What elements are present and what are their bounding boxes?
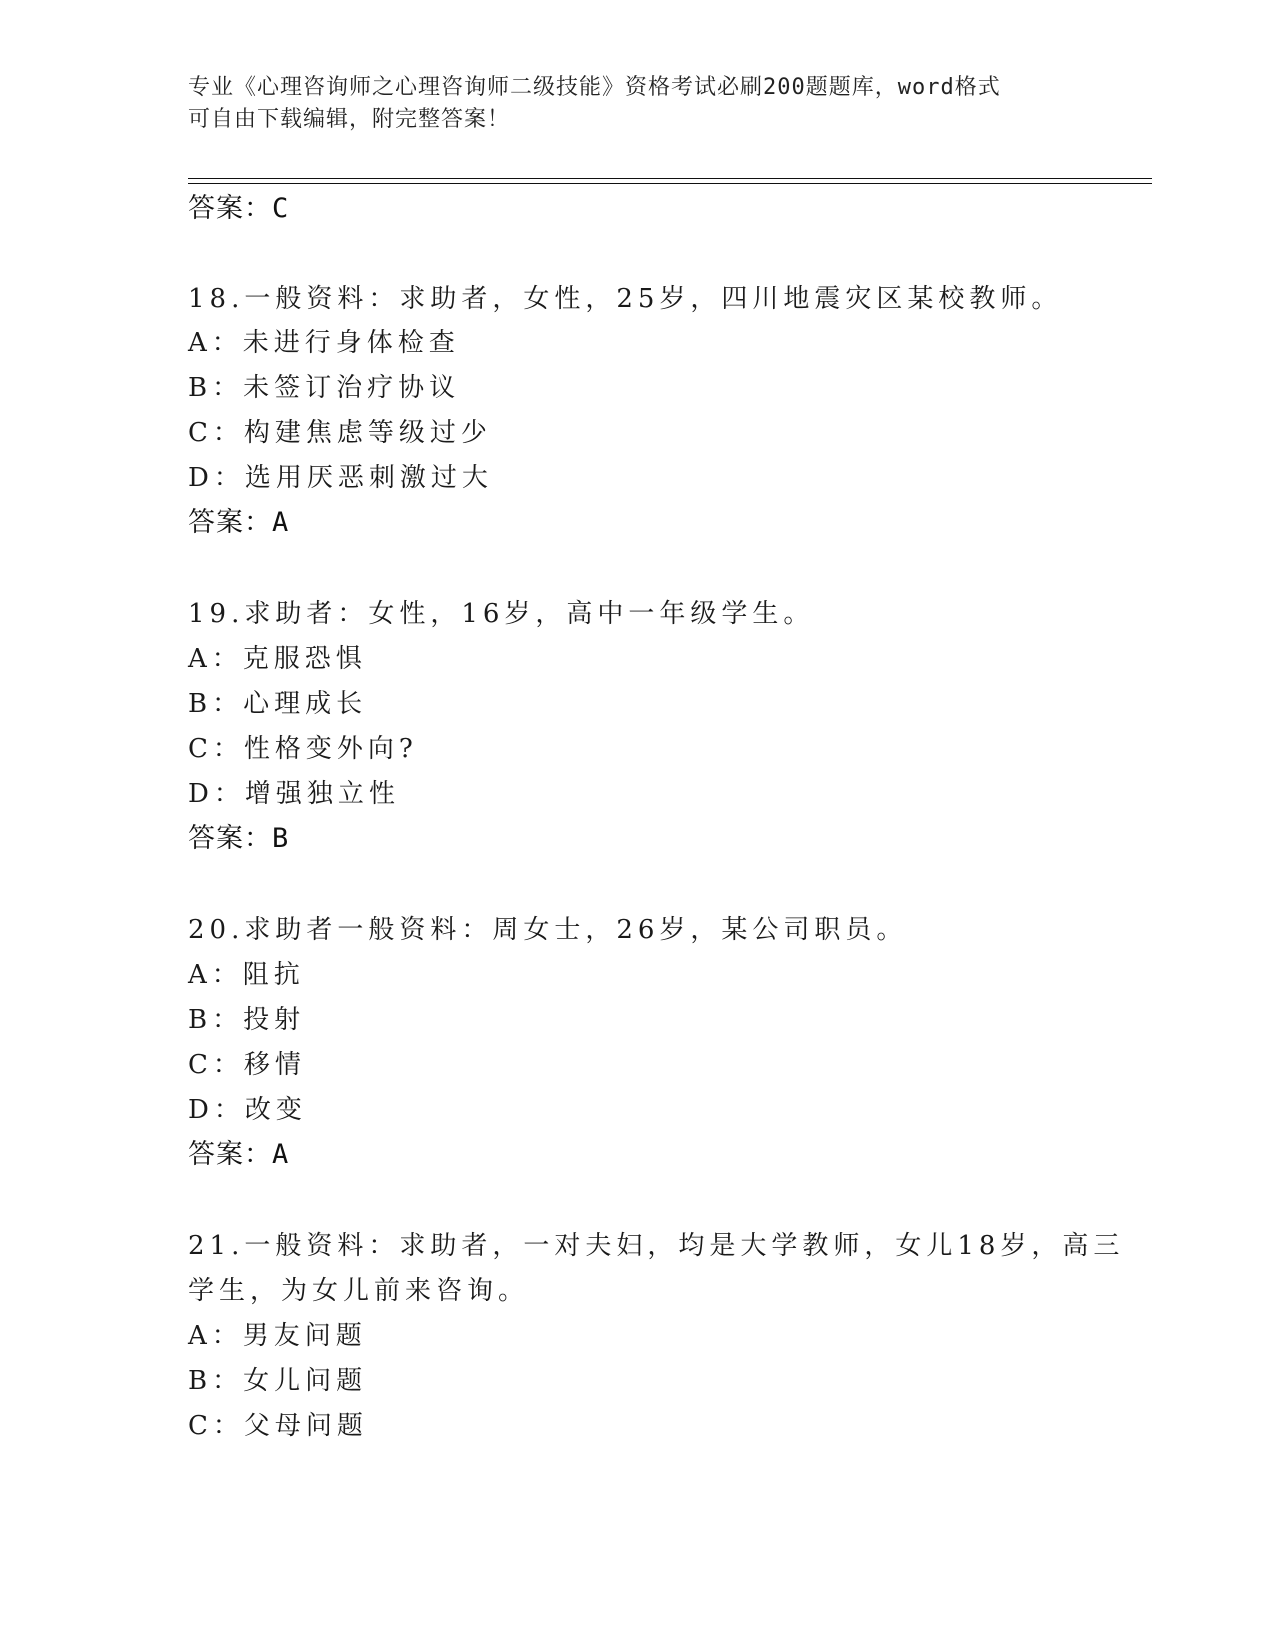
question-18-answer: 答案：A xyxy=(188,507,290,538)
header-divider-bottom xyxy=(188,183,1152,184)
header-line-1: 专业《心理咨询师之心理咨询师二级技能》资格考试必刷200题题库，word格式 xyxy=(188,75,1001,100)
question-19-option-c: C：性格变外向? xyxy=(188,734,418,764)
question-18-option-d: D：选用厌恶刺激过大 xyxy=(188,463,493,493)
question-19-option-a: A：克服恐惧 xyxy=(188,644,367,674)
question-20-option-c: C：移情 xyxy=(188,1050,306,1080)
question-21-option-b: B：女儿问题 xyxy=(188,1366,368,1396)
question-20-option-d: D：改变 xyxy=(188,1095,307,1125)
question-18-option-a: A：未进行身体检查 xyxy=(188,328,460,358)
question-21-stem-line-2: 学生，为女儿前来咨询。 xyxy=(188,1276,530,1306)
question-20-stem: 20.求助者一般资料：周女士，26岁，某公司职员。 xyxy=(188,915,908,945)
question-20-option-b: B：投射 xyxy=(188,1005,306,1035)
question-21-option-c: C：父母问题 xyxy=(188,1411,368,1441)
question-19-answer: 答案：B xyxy=(188,823,290,854)
question-19-option-b: B：心理成长 xyxy=(188,689,368,719)
question-18-stem: 18.一般资料：求助者，女性，25岁，四川地震灾区某校教师。 xyxy=(188,284,1063,314)
header-line-2: 可自由下载编辑，附完整答案！ xyxy=(188,107,511,132)
header-divider-top xyxy=(188,178,1152,179)
question-19-stem: 19.求助者：女性，16岁，高中一年级学生。 xyxy=(188,599,815,629)
question-21-option-a: A：男友问题 xyxy=(188,1321,367,1351)
question-20-option-a: A：阻抗 xyxy=(188,960,305,990)
question-20-answer: 答案：A xyxy=(188,1139,290,1170)
question-18-option-b: B：未签订治疗协议 xyxy=(188,373,461,403)
question-19-option-d: D：增强独立性 xyxy=(188,779,400,809)
question-18-option-c: C：构建焦虑等级过少 xyxy=(188,418,492,448)
previous-answer: 答案：C xyxy=(188,193,290,224)
document-header xyxy=(188,72,1088,136)
question-21-stem-line-1: 21.一般资料：求助者，一对夫妇，均是大学教师，女儿18岁，高三 xyxy=(188,1231,1125,1261)
